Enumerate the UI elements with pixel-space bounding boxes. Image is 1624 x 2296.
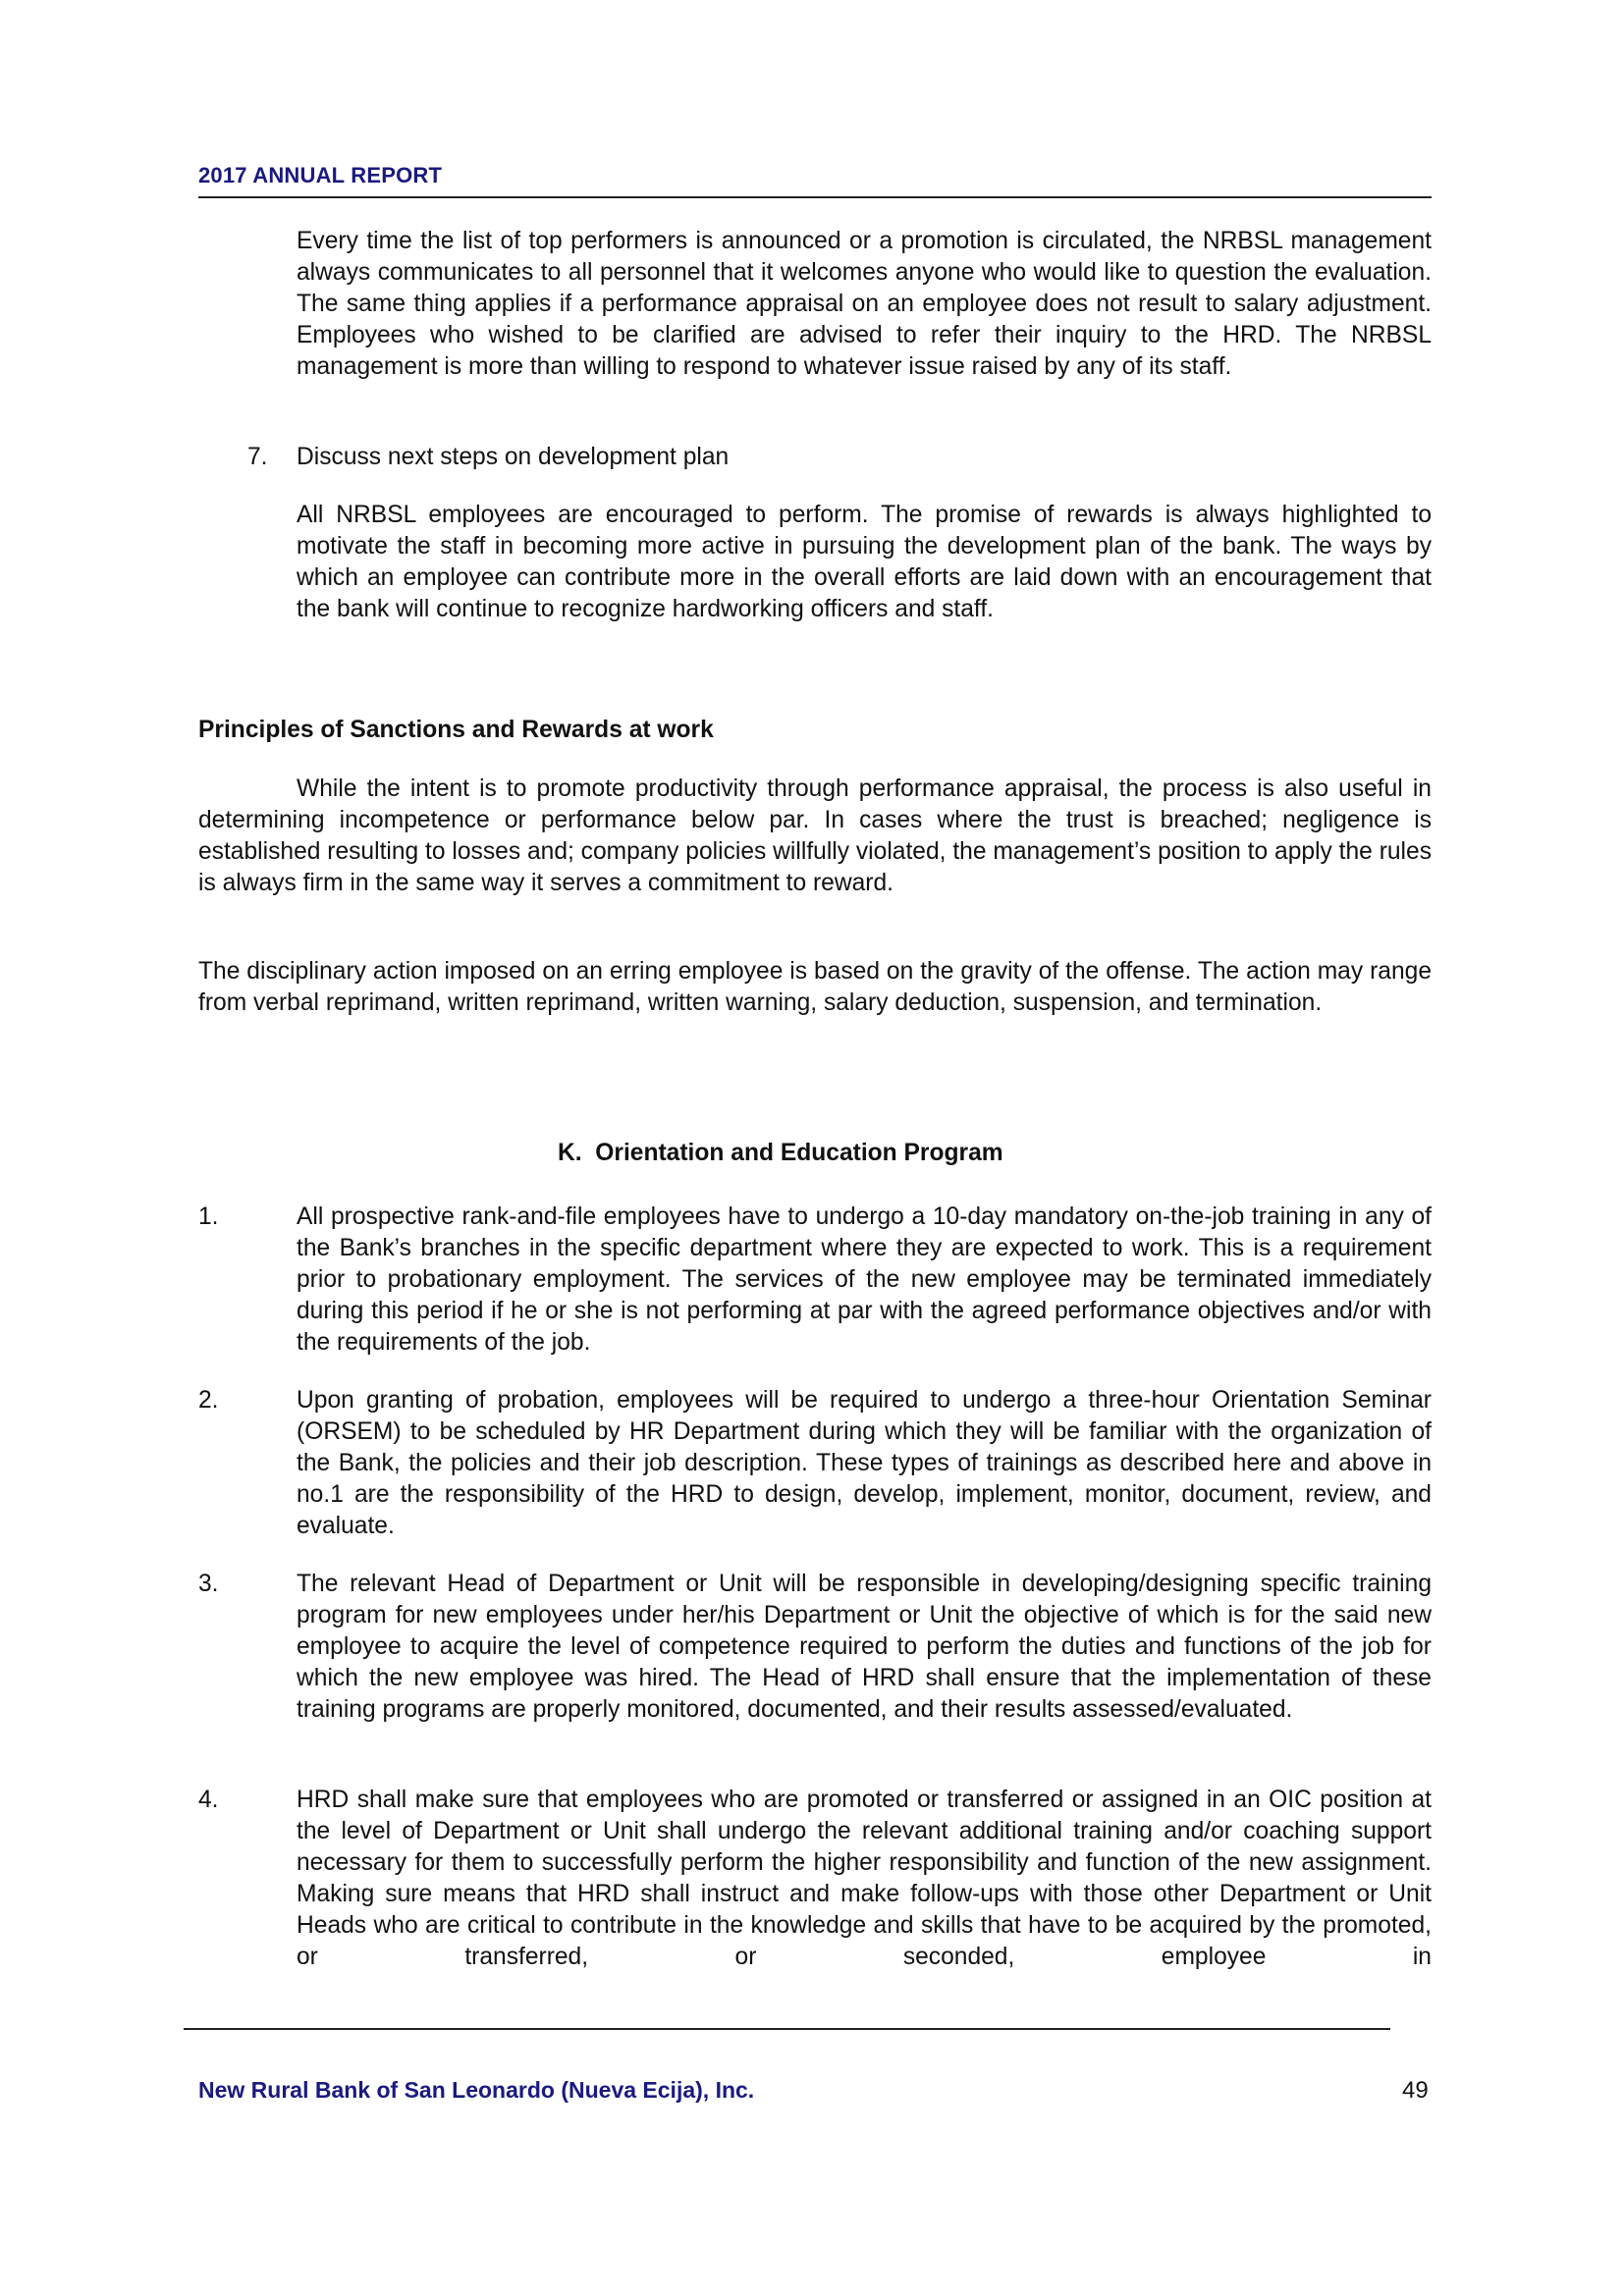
orientation-item-4: HRD shall make sure that employees who are promoted or transferred or assigned in an OIC position at the level of Department or Unit shall undergo the relevant additional training and/or coaching support necessary for them to successfully perform the higher responsibility and function of the new assignment. Making sure means that HRD shall instruct and make follow-ups with those other Department or Unit Heads who are critical to contribute in the knowledge and skills that have to be acquired by the promoted, or transferred, or seconded, employee in bbox=[297, 1787, 1432, 1970]
sanctions-paragraph-2: The disciplinary action imposed on an erring employee is based on the gravity of the offense. The action may range from verbal reprimand, written reprimand, written warning, salary deduction, suspension, and termination. bbox=[198, 958, 1432, 1016]
report-header-title: 2017 ANNUAL REPORT bbox=[198, 163, 443, 187]
section-heading-sanctions: Principles of Sanctions and Rewards at work bbox=[198, 717, 714, 743]
sanctions-paragraph-1: While the intent is to promote productivity through performance appraisal, the process is also useful in determining incompetence or performance below par. In cases where the trust is breached; negligence is established resulting to losses and; company policies willfully violated, the management’s position to apply the rules is always firm in the same way it serves a commitment to reward. bbox=[198, 775, 1432, 896]
footer-divider bbox=[184, 2028, 1390, 2030]
orientation-item-1: All prospective rank-and-file employees have to undergo a 10-day mandatory on-the-job training in any of the Bank’s branches in the specific department where they are expected to work. This is a requirement prior to probationary employment. The services of the new employee may be terminated immediately during this period if he or she is not performing at par with the agreed performance objectives and/or with the requirements of the job. bbox=[297, 1203, 1432, 1356]
list-item-number: 1. bbox=[198, 1203, 219, 1230]
header-divider bbox=[198, 196, 1432, 198]
continuation-paragraph: Every time the list of top performers is announced or a promotion is circulated, the NRBSL management always communicates to all personnel that it welcomes anyone who would like to question the evaluation. The same thing applies if a performance appraisal on an employee does not result to salary adjustment. Employees who wished to be clarified are advised to refer their inquiry to the HRD. The NRBSL management is more than willing to respond to whatever issue raised by any of its staff. bbox=[297, 228, 1432, 380]
list-item-number: 3. bbox=[198, 1571, 219, 1597]
orientation-item-2: Upon granting of probation, employees will be required to undergo a three-hour Orientation Seminar (ORSEM) to be scheduled by HR Department during which they will be familiar with the organization of the Bank, the policies and their job description. These types of trainings as described here and above in no.1 are the responsibility of the HRD to design, develop, implement, monitor, document, review, and evaluate. bbox=[297, 1387, 1432, 1539]
list-item-number: 7. bbox=[247, 444, 268, 470]
page-number: 49 bbox=[1402, 2077, 1429, 2104]
orientation-item-3: The relevant Head of Department or Unit will be responsible in developing/designing specific training program for new employees under her/his Department or Unit the objective of which is for the said new employee to acquire the level of competence required to perform the duties and functions of the job for which the new employee was hired. The Head of HRD shall ensure that the implementation of these training programs are properly monitored, documented, and their results assessed/evaluated. bbox=[297, 1571, 1432, 1723]
list-item-number: 2. bbox=[198, 1387, 219, 1414]
section-heading-orientation: K. Orientation and Education Program bbox=[558, 1140, 1003, 1166]
list-item-number: 4. bbox=[198, 1787, 219, 1813]
footer-organization: New Rural Bank of San Leonardo (Nueva Ecija), Inc. bbox=[198, 2077, 755, 2103]
development-plan-paragraph: All NRBSL employees are encouraged to perform. The promise of rewards is always highlighted to motivate the staff in becoming more active in pursuing the development plan of the bank. The ways by which an employee can contribute more in the overall efforts are laid down with an encouragement that the bank will continue to recognize hardworking officers and staff. bbox=[297, 502, 1432, 622]
list-item-title: Discuss next steps on development plan bbox=[297, 444, 730, 470]
